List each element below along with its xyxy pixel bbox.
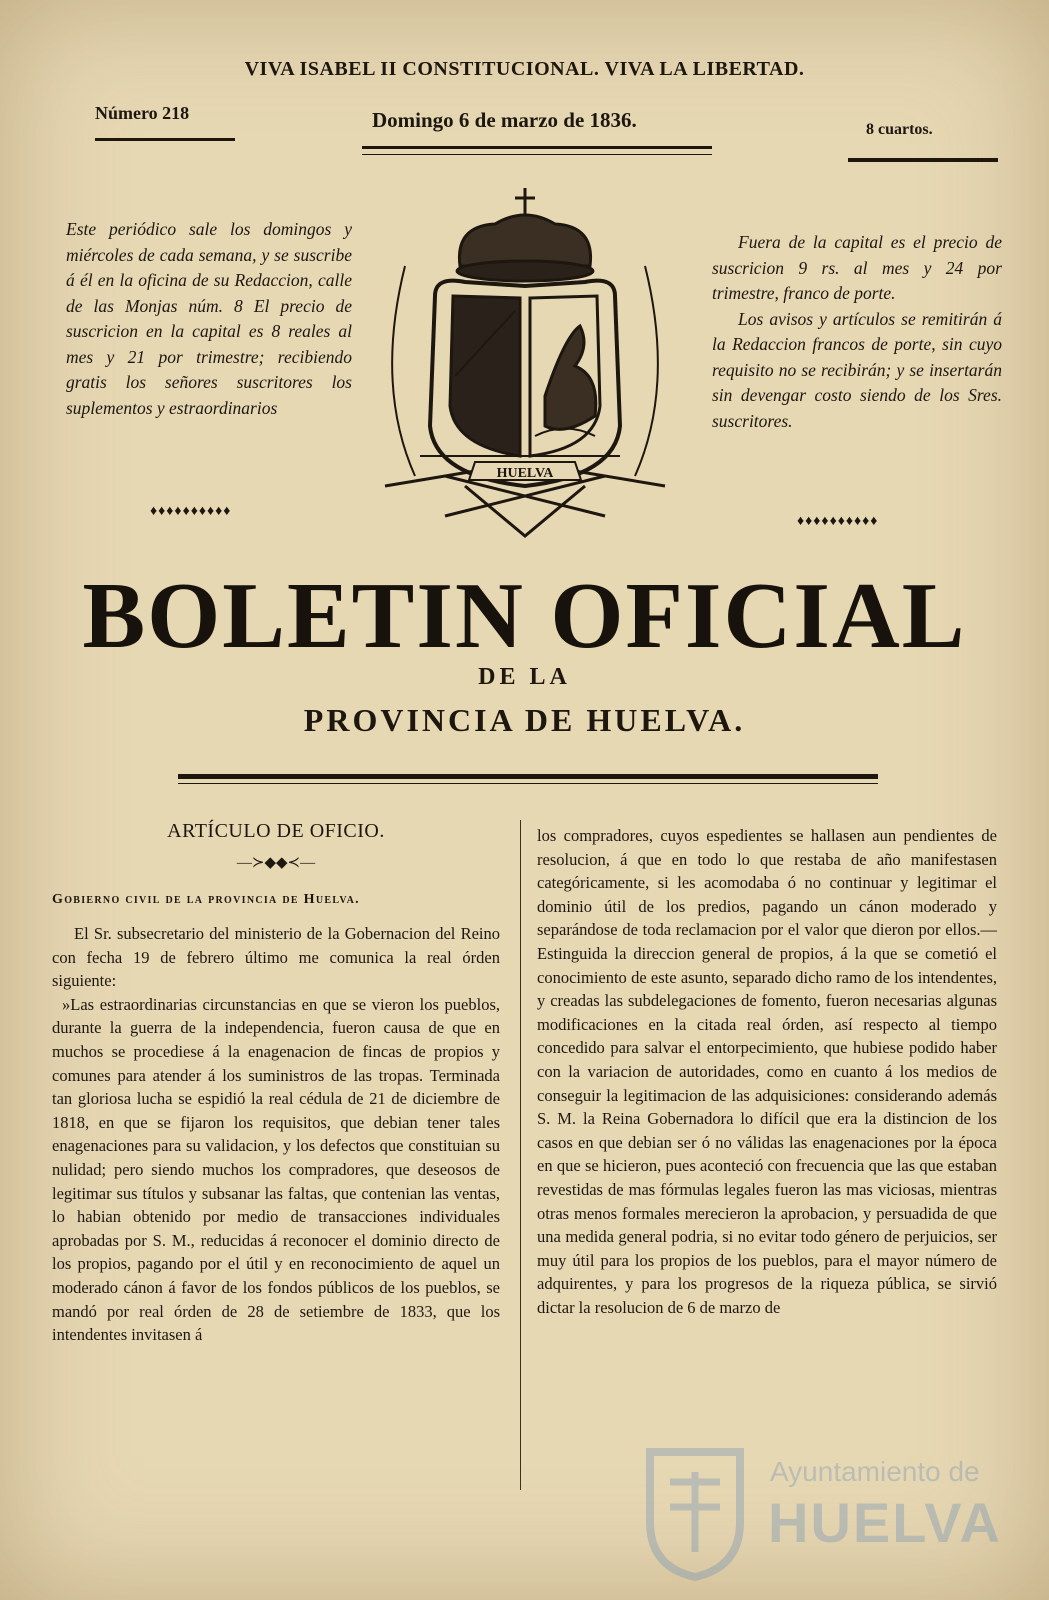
watermark-line-1: Ayuntamiento de	[770, 1456, 980, 1487]
government-heading: Gobierno civil de la provincia de Huelva.	[52, 892, 360, 907]
article-paragraph-1: El Sr. subsecretario del ministerio de la Gobernacion del Reino con fecha 19 de febrero último me comunica la real órden siguiente:	[52, 924, 500, 991]
masthead-divider	[178, 783, 878, 784]
watermark	[640, 1436, 1020, 1586]
motto: VIVA ISABEL II CONSTITUCIONAL. VIVA LA LIBERTAD.	[244, 58, 805, 80]
masthead-title: BOLETIN OFICIAL	[82, 564, 967, 668]
coat-of-arms-icon	[345, 186, 695, 541]
masthead-divider	[178, 774, 878, 779]
masthead-subtitle-1: DE LA	[478, 664, 571, 690]
subscription-info-right-2: Los avisos y artículos se remitirán á la Redaccion francos de porte, sin cuyo requisito no se recibirán; y se insertarán sin devengar costo siendo de los Sres. suscritores.	[712, 308, 1002, 431]
subscription-info-right	[712, 230, 1002, 434]
issue-price: 8 cuartos.	[866, 121, 933, 138]
article-paragraph-3: los compradores, cuyos espedientes se hallasen aun pendientes de resolucion, á que en todo lo que restaba de año manifestasen categóricamente, si les acomodaba ó no continuar y legitimar el dominio útil de los predios, pagando un cánon moderado y separándose de toda reclamacion por el valor que dieron por ellos.—Estinguida la direccion general de propios, á la que se cometió el conocimiento de este asunto, separado dicho ramo de los intendentes, y creadas las subdelegaciones de fomento, fueron necesarias algunas modificaciones en la citada real órden, así respecto al tiempo concedido para salvar el entorpecimiento, que hubiese podido haber con la variacion de autoridades, como en cuanto á los medios de conseguir la legitimacion de las adquisiciones: considerando además S. M. la Reina Gobernadora lo difícil que era la distincion de los casos en que debian ser ó no válidas las enagenaciones por la época en que se hicieron, pues aconteció con frecuencia que las que estaban revestidas de mas fórmulas legales fueron las mas viciosas, mientras otras menos formales merecieron la aprobacion, y persuadida de que una medida general podria, si no evitar todo género de perjuicios, ser muy útil para los propios de los pueblos, para el mayor número de adquirentes, y para los progresos de la riqueza pública, se sirvió dictar la resolucion de 6 de marzo de	[537, 826, 997, 1317]
issue-number: Número 218	[95, 103, 190, 123]
crest-ribbon-label: HUELVA	[496, 466, 554, 481]
subscription-info-left: Este periódico sale los domingos y miércoles de cada semana, y se suscribe á él en la oficina de su Redaccion, calle de las Monjas núm. 8 El precio de suscricion en la capital es 8 reales al mes y 21 por trimestre; recibiendo gratis los señores suscritores los suplementos y estraordinarios	[66, 219, 352, 418]
subscription-info-right-1: Fuera de la capital es el precio de suscricion 9 rs. al mes y 24 por trimestre, franco de porte.	[712, 232, 1002, 303]
city-shield-icon	[640, 1442, 750, 1582]
divider	[362, 154, 712, 155]
issue-date: Domingo 6 de marzo de 1836.	[372, 108, 637, 132]
article-column-left	[52, 820, 500, 1347]
watermark-line-2: HUELVA	[768, 1491, 1002, 1554]
section-title: ARTÍCULO DE OFICIO.	[167, 820, 385, 842]
article-paragraph-2: »Las estraordinarias circunstancias en que se vieron los pueblos, durante la guerra de la independencia, fueron causa de que en muchos se procediese á la enagenacion de fincas de propios y comunes para atender á los suministros de las tropas. Terminada tan gloriosa lucha se espidió la real cédula de 21 de diciembre de 1818, en que se fijaron los requisitos, que debian tener tales enagenaciones para su validacion, y los defectos que constituian su nulidad; pero siendo muchos los compradores, que deseosos de legitimar sus títulos y subsanar las faltas, que contenian las ventas, lo habian obtenido por medio de transacciones individuales aprobadas por S. M., reducidas á reconocer el dominio directo de los propios, pagando por el útil y en reconocimiento de aquel un moderado cánon á favor de los fondos públicos de los pueblos, se mandó por real órden de 28 de setiembre de 1833, que los intendentes invitasen á	[52, 994, 500, 1345]
masthead-subtitle-2: PROVINCIA DE HUELVA.	[303, 702, 746, 738]
article-column-right	[537, 824, 997, 1319]
ornament-left: ♦♦♦♦♦♦♦♦♦♦	[150, 504, 232, 519]
divider	[848, 158, 998, 162]
divider	[95, 138, 235, 141]
divider	[362, 146, 712, 149]
ornament-right: ♦♦♦♦♦♦♦♦♦♦	[797, 514, 879, 529]
section-ornament: —≻◆◆≺—	[236, 855, 316, 871]
column-divider	[520, 820, 521, 1490]
